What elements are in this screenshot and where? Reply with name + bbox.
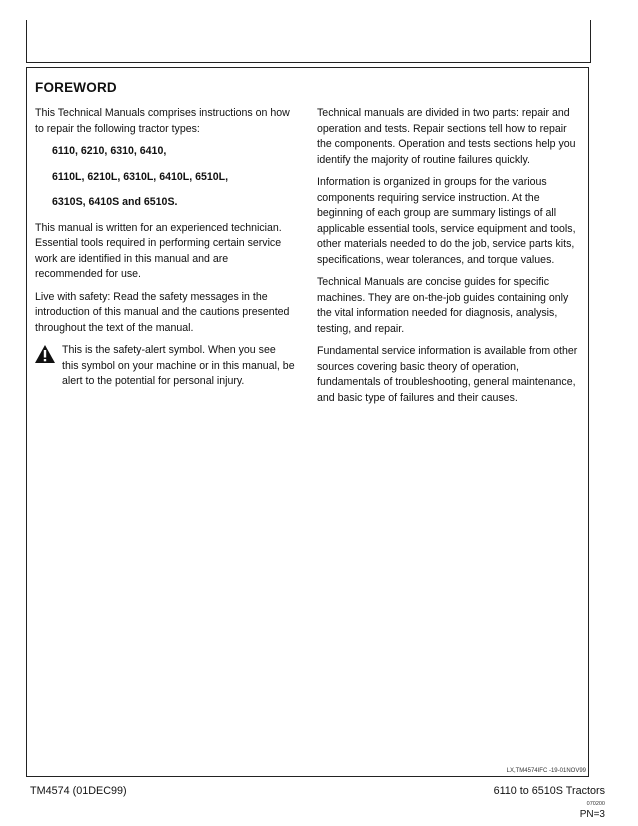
safety-alert	[35, 343, 295, 390]
model-list-line-1: 6110, 6210, 6310, 6410,	[52, 145, 167, 157]
safety-alert-text: This is the safety-alert symbol. When you see this symbol on your machine or in this manual, be alert to the potential for personal injury.	[62, 344, 295, 387]
document-reference: LX,TM4574IFC -19-01NOV99	[506, 768, 586, 774]
left-column	[35, 106, 295, 390]
top-frame	[26, 20, 591, 63]
organization-paragraph: Information is organized in groups for the various components requiring service instruction. At the beginning of each group are summary listings of all applicable essential tools, service equipment and tools, other materials needed to do the job, service parts kits, specifications, wear tolerances, and torque values.	[317, 176, 576, 266]
concise-guides-paragraph: Technical Manuals are concise guides for specific machines. They are on-the-job guides containing only the vital information needed for diagnosis, analysis, testing, and repair.	[317, 276, 569, 335]
intro-paragraph: This Technical Manuals comprises instructions on how to repair the following tractor types:	[35, 107, 290, 135]
page-number: PN=3	[579, 809, 605, 820]
warning-triangle-icon	[35, 345, 57, 369]
safety-paragraph: Live with safety: Read the safety messages in the introduction of this manual and the cautions presented throughout the text of the manual.	[35, 290, 290, 334]
experienced-paragraph: This manual is written for an experienced technician. Essential tools required in performing certain service work are identified in this manual and are recommended for use.	[35, 221, 282, 280]
footer-date-code: 070200	[586, 801, 605, 807]
footer-title: 6110 to 6510S Tractors	[493, 785, 605, 797]
footer-manual-id: TM4574 (01DEC99)	[30, 785, 127, 797]
right-column	[317, 106, 579, 413]
fundamentals-paragraph: Fundamental service information is available from other sources covering basic theory of operation, fundamentals of troubleshooting, general maintenance, and basic type of failures and their causes.	[317, 345, 578, 404]
model-list-line-2: 6110L, 6210L, 6310L, 6410L, 6510L,	[52, 170, 229, 183]
section-heading: FOREWORD	[35, 80, 117, 95]
model-list-line-3: 6310S, 6410S and 6510S.	[52, 196, 178, 208]
parts-paragraph: Technical manuals are divided in two parts: repair and operation and tests. Repair sections tell how to repair the components. Operation and tests sections help you identify the majority of routine failures quickly.	[317, 107, 576, 166]
